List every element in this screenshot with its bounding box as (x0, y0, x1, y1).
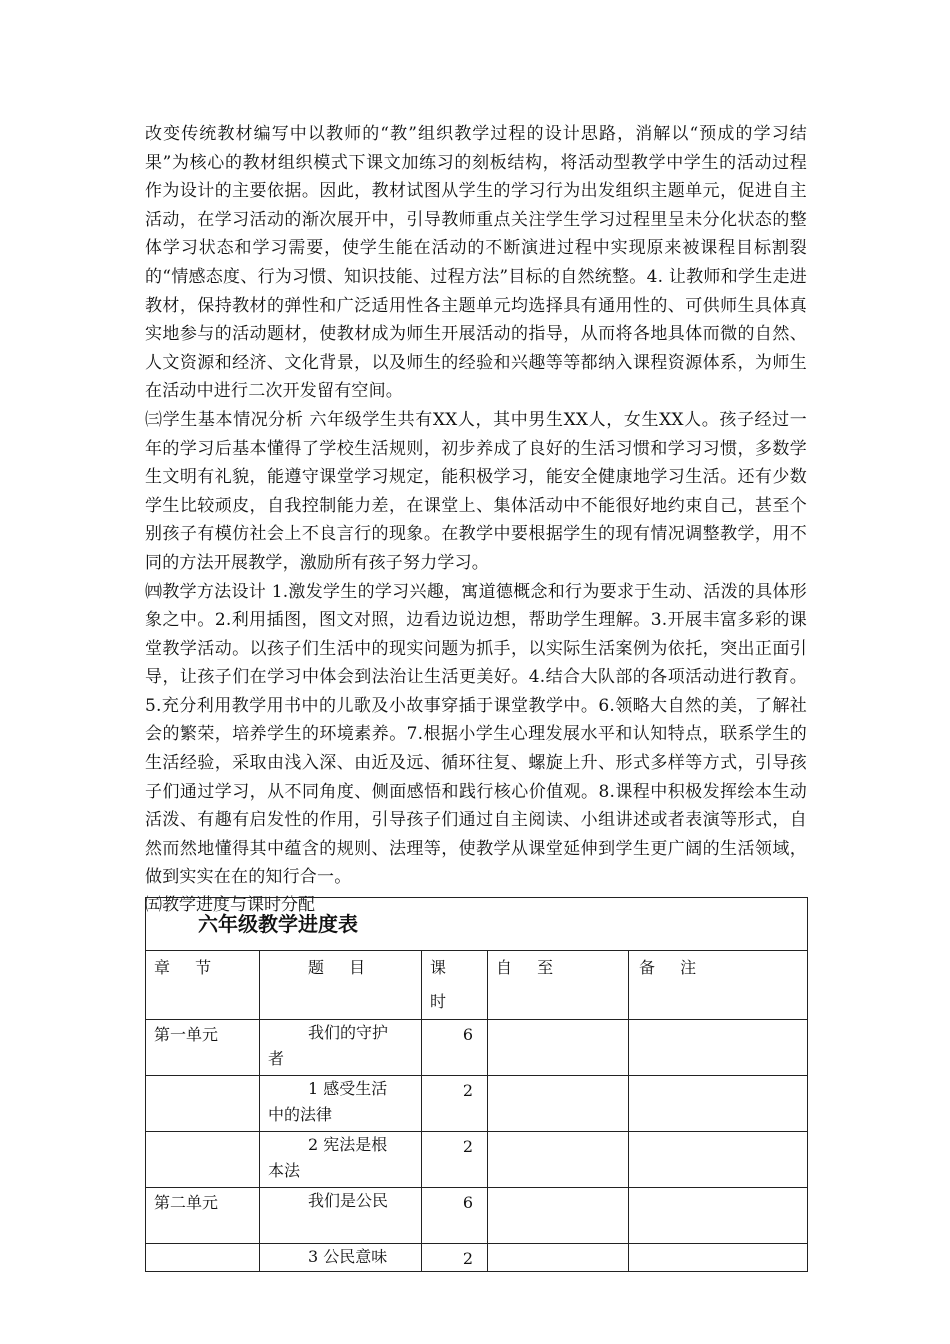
unit-cell (146, 1132, 260, 1188)
period-cell (488, 1188, 629, 1244)
notes-cell (629, 1076, 808, 1132)
unit-cell: 第二单元 (146, 1188, 260, 1244)
unit-cell: 第一单元 (146, 1020, 260, 1076)
topic-line-1: 我们的守护 (308, 1023, 389, 1042)
header-notes: 备 注 (639, 958, 707, 977)
period-cell (488, 1244, 629, 1272)
schedule-title: 六年级教学进度表 (198, 912, 358, 936)
header-hours: 课 时 (430, 958, 457, 1011)
paragraph-student-analysis: ㈢学生基本情况分析 六年级学生共有XX人，其中男生XX人，女生XX人。孩子经过一年的学习后基本懂得了学校生活规则，初步养成了良好的生活习惯和学习习惯，多数学生文明有礼貌，能遵守课堂学习规定，能积极学习，能安全健康地学习生活。还有少数学生比较顽皮，自我控制能力差，在课堂上、集体活动中不能很好地约束自己，甚至个别孩子有模仿社会上不良言行的现象。在教学中要根据学生的现有情况调整教学，用不同的方法开展教学，激励所有孩子努力学习。 (145, 409, 807, 573)
topic-cell (260, 1076, 422, 1132)
notes-cell (629, 1244, 808, 1272)
document-body (145, 120, 807, 916)
table-row (146, 1076, 808, 1132)
paragraph-textbook-design: 改变传统教材编写中以教师的“教”组织教学过程的设计思路，消解以“预成的学习结果”为核心的教材组织模式下课文加练习的刻板结构，将活动型教学中学生的活动过程作为设计的主要依据。因此，教材试图从学生的学习行为出发组织主题单元，促进自主活动，在学习活动的渐次展开中，引导教师重点关注学生学习过程里呈未分化状态的整体学习状态和学习需要，使学生能在活动的不断演进过程中实现原来被课程目标割裂的“情感态度、行为习惯、知识技能、过程方法”目标的自然统整。4. 让教师和学生走进教材，保持教材的弹性和广泛适用性各主题单元均选择具有通用性的、可供师生具体真实地参与的活动题材，使教材成为师生开展活动的指导，从而将各地具体而微的自然、人文资源和经济、文化背景，以及师生的经验和兴趣等等都纳入课程资源体系，为师生在活动中进行二次开发留有空间。 (145, 124, 807, 402)
notes-cell (629, 1020, 808, 1076)
header-chapter: 章 节 (154, 958, 222, 977)
hours-cell: 6 (422, 1020, 488, 1076)
topic-line-1: 1 感受生活 (308, 1079, 388, 1098)
hours-cell: 6 (422, 1188, 488, 1244)
period-cell (488, 1020, 629, 1076)
period-cell (488, 1076, 629, 1132)
hours-cell: 2 (422, 1132, 488, 1188)
hours-cell: 2 (422, 1244, 488, 1272)
notes-cell (629, 1132, 808, 1188)
schedule-header-row (146, 951, 808, 1020)
topic-cell (260, 1020, 422, 1076)
topic-line-1: 3 公民意味 (308, 1247, 388, 1266)
hours-cell: 2 (422, 1076, 488, 1132)
table-row (146, 1188, 808, 1244)
schedule-title-cell (146, 898, 808, 951)
table-row (146, 1132, 808, 1188)
section-heading-schedule: ㈤教学进度与课时分配 (145, 895, 315, 916)
topic-line-1: 2 宪法是根 (308, 1135, 388, 1154)
topic-cell (260, 1188, 422, 1244)
topic-line-2: 本法 (268, 1161, 301, 1180)
topic-line-2: 中的法律 (268, 1105, 333, 1124)
paragraph-teaching-methods: ㈣教学方法设计 1.激发学生的学习兴趣，寓道德概念和行为要求于生动、活泼的具体形象之中。2.利用插图，图文对照，边看边说边想，帮助学生理解。3.开展丰富多彩的课堂教学活动。以孩子们生活中的现实问题为抓手，以实际生活案例为依托，突出正面引导，让孩子们在学习中体会到法治让生活更美好。4.结合大队部的各项活动进行教育。5.充分利用教学用书中的儿歌及小故事穿插于课堂教学中。6.领略大自然的美，了解社会的繁荣，培养学生的环境素养。7.根据小学生心理发展水平和认知特点，联系学生的生活经验，采取由浅入深、由近及远、循环往复、螺旋上升、形式多样等方式，引导孩子们通过学习，从不同角度、侧面感悟和践行核心价值观。8.课程中积极发挥绘本生动活泼、有趣有启发性的作用，引导孩子们通过自主阅读、小组讲述或者表演等形式，自然而然地懂得其中蕴含的规则、法理等，使教学从课堂延伸到学生更广阔的生活领域，做到实实在在的知行合一。 (145, 581, 807, 888)
unit-cell (146, 1076, 260, 1132)
unit-cell (146, 1244, 260, 1272)
topic-cell (260, 1132, 422, 1188)
schedule-table (145, 897, 808, 1272)
header-period: 自 至 (496, 958, 564, 977)
header-topic: 题 目 (308, 958, 376, 977)
table-row (146, 1244, 808, 1272)
period-cell (488, 1132, 629, 1188)
topic-cell (260, 1244, 422, 1272)
notes-cell (629, 1188, 808, 1244)
topic-line-2: 者 (268, 1049, 285, 1068)
table-row (146, 1020, 808, 1076)
topic-line-1: 我们是公民 (308, 1191, 389, 1210)
